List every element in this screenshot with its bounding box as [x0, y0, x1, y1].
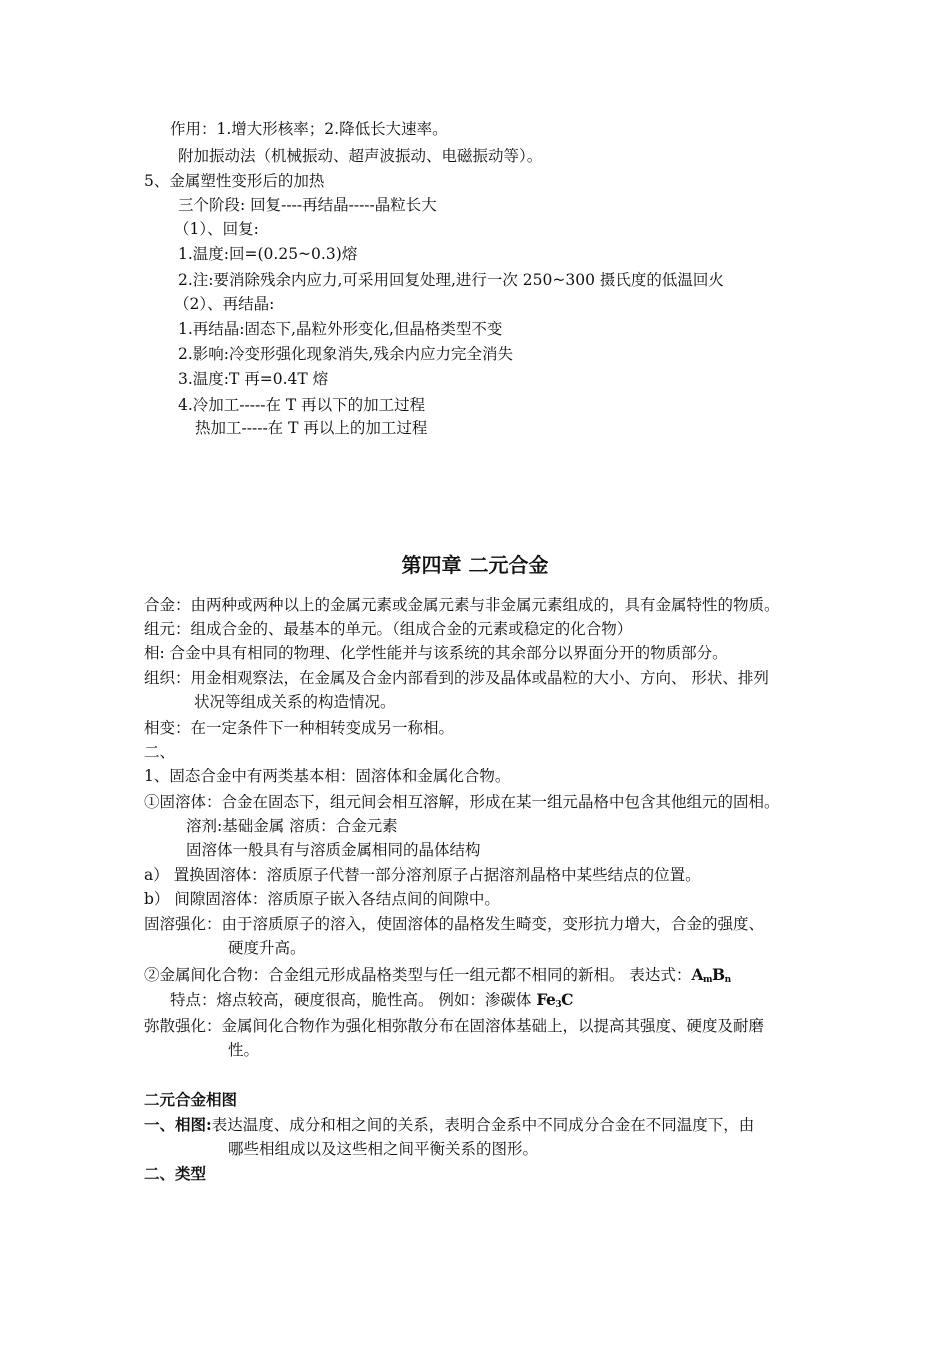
- basic-phases-line: 1、固态合金中有两类基本相：固溶体和金属化合物。: [144, 767, 511, 785]
- recrystallization-effect-line: 2.影响:冷变形强化现象消失,残余内应力完全消失: [178, 345, 513, 363]
- phase-diagram-definition-line1: 一、相图:表达温度、成分和相之间的关系，表明合金系中不同成分合金在不同温度下，由: [144, 1115, 755, 1134]
- alloy-definition: 合金：由两种或两种以上的金属元素或金属元素与非金属元素组成的，具有金属特性的物质。: [144, 596, 780, 614]
- phase-diagram-lead: 一、相图:: [144, 1115, 212, 1134]
- cold-working-line: 4.冷加工-----在 T 再以下的加工过程: [178, 396, 426, 414]
- phase-diagram-definition-line2: 哪些相组成以及这些相之间平衡关系的图形。: [228, 1140, 539, 1158]
- section-5-title: 5、金属塑性变形后的加热: [144, 172, 325, 190]
- structure-definition-line1: 组织：用金相观察法，在金属及合金内部看到的涉及晶体或晶粒的大小、方向、 形状、排列: [144, 669, 769, 687]
- substitutional-solution-line: a） 置换固溶体：溶质原子代替一部分溶剂原子占据溶剂晶格中某些结点的位置。: [144, 866, 701, 884]
- phase-definition: 相: 合金中具有相同的物理、化学性能并与该系统的其余部分以界面分开的物质部分。: [144, 644, 728, 662]
- recovery-note-line: 2.注:要消除残余内应力,可采用回复处理,进行一次 250~300 摄氏度的低温回火: [178, 271, 724, 289]
- section-two-marker: 二、: [144, 743, 176, 761]
- recovery-temp-line: 1.温度:回=(0.25~0.3)熔: [178, 245, 358, 263]
- hot-working-line: 热加工-----在 T 再以上的加工过程: [195, 419, 428, 437]
- formula-AmBn: $A_mB_n$: [691, 965, 731, 985]
- phase-change-definition: 相变：在一定条件下一种相转变成另一称相。: [144, 719, 455, 737]
- solid-solution-strengthening-line1: 固溶强化：由于溶质原子的溶入，使固溶体的晶格发生畸变，变形抗力增大，合金的强度、: [144, 915, 765, 933]
- dispersion-strengthening-line1: 弥散强化：金属间化合物作为强化相弥散分布在固溶体基础上，以提高其强度、硬度及耐磨: [144, 1017, 765, 1035]
- types-subheading: 二、类型: [144, 1164, 207, 1183]
- solid-solution-strengthening-line2: 硬度升高。: [228, 939, 306, 957]
- component-definition: 组元：组成合金的、最基本的单元。（组成合金的元素或稳定的化合物）: [144, 620, 633, 638]
- effect-line: 作用：1.增大形核率；2.降低长大速率。: [170, 120, 448, 138]
- intermetallic-features: [170, 990, 573, 1015]
- dispersion-strengthening-line2: 性。: [228, 1041, 260, 1059]
- interstitial-solution-line: b） 间隙固溶体：溶质原子嵌入各结点间的间隙中。: [144, 890, 500, 908]
- solid-solution-definition: ①固溶体：合金在固态下，组元间会相互溶解，形成在某一组元晶格中包含其他组元的固相。: [144, 793, 780, 811]
- structure-definition-line2: 状况等组成关系的构造情况。: [194, 693, 396, 711]
- recrystallization-temp-line: 3.温度:T 再=0.4T 熔: [178, 370, 329, 388]
- recrystallization-subtitle: （2）、再结晶:: [174, 295, 275, 313]
- recovery-subtitle: （1）、回复:: [174, 220, 259, 238]
- three-stages-line: 三个阶段: 回复----再结晶-----晶粒长大: [178, 196, 437, 214]
- solvent-solute-line: 溶剂:基础金属 溶质：合金元素: [186, 817, 398, 835]
- phase-diagram-subheading: 二元合金相图: [144, 1090, 238, 1109]
- vibration-method-line: 附加振动法（机械振动、超声波振动、电磁振动等）。: [178, 147, 543, 165]
- solid-solution-structure-line: 固溶体一般具有与溶质金属相同的晶体结构: [186, 841, 481, 859]
- intermetallic-text: ②金属间化合物：合金组元形成晶格类型与任一组元都不相同的新相。 表达式：: [144, 966, 692, 984]
- recrystallization-def-line: 1.再结晶:固态下,晶粒外形变化,但晶格类型不变: [178, 320, 503, 338]
- formula-Fe3C: $Fe_3C$: [536, 990, 573, 1010]
- intermetallic-definition: [144, 965, 731, 990]
- features-text: 特点：熔点较高，硬度很高，脆性高。 例如：渗碳体: [170, 991, 537, 1009]
- chapter-heading: 第四章 二元合金: [401, 553, 549, 577]
